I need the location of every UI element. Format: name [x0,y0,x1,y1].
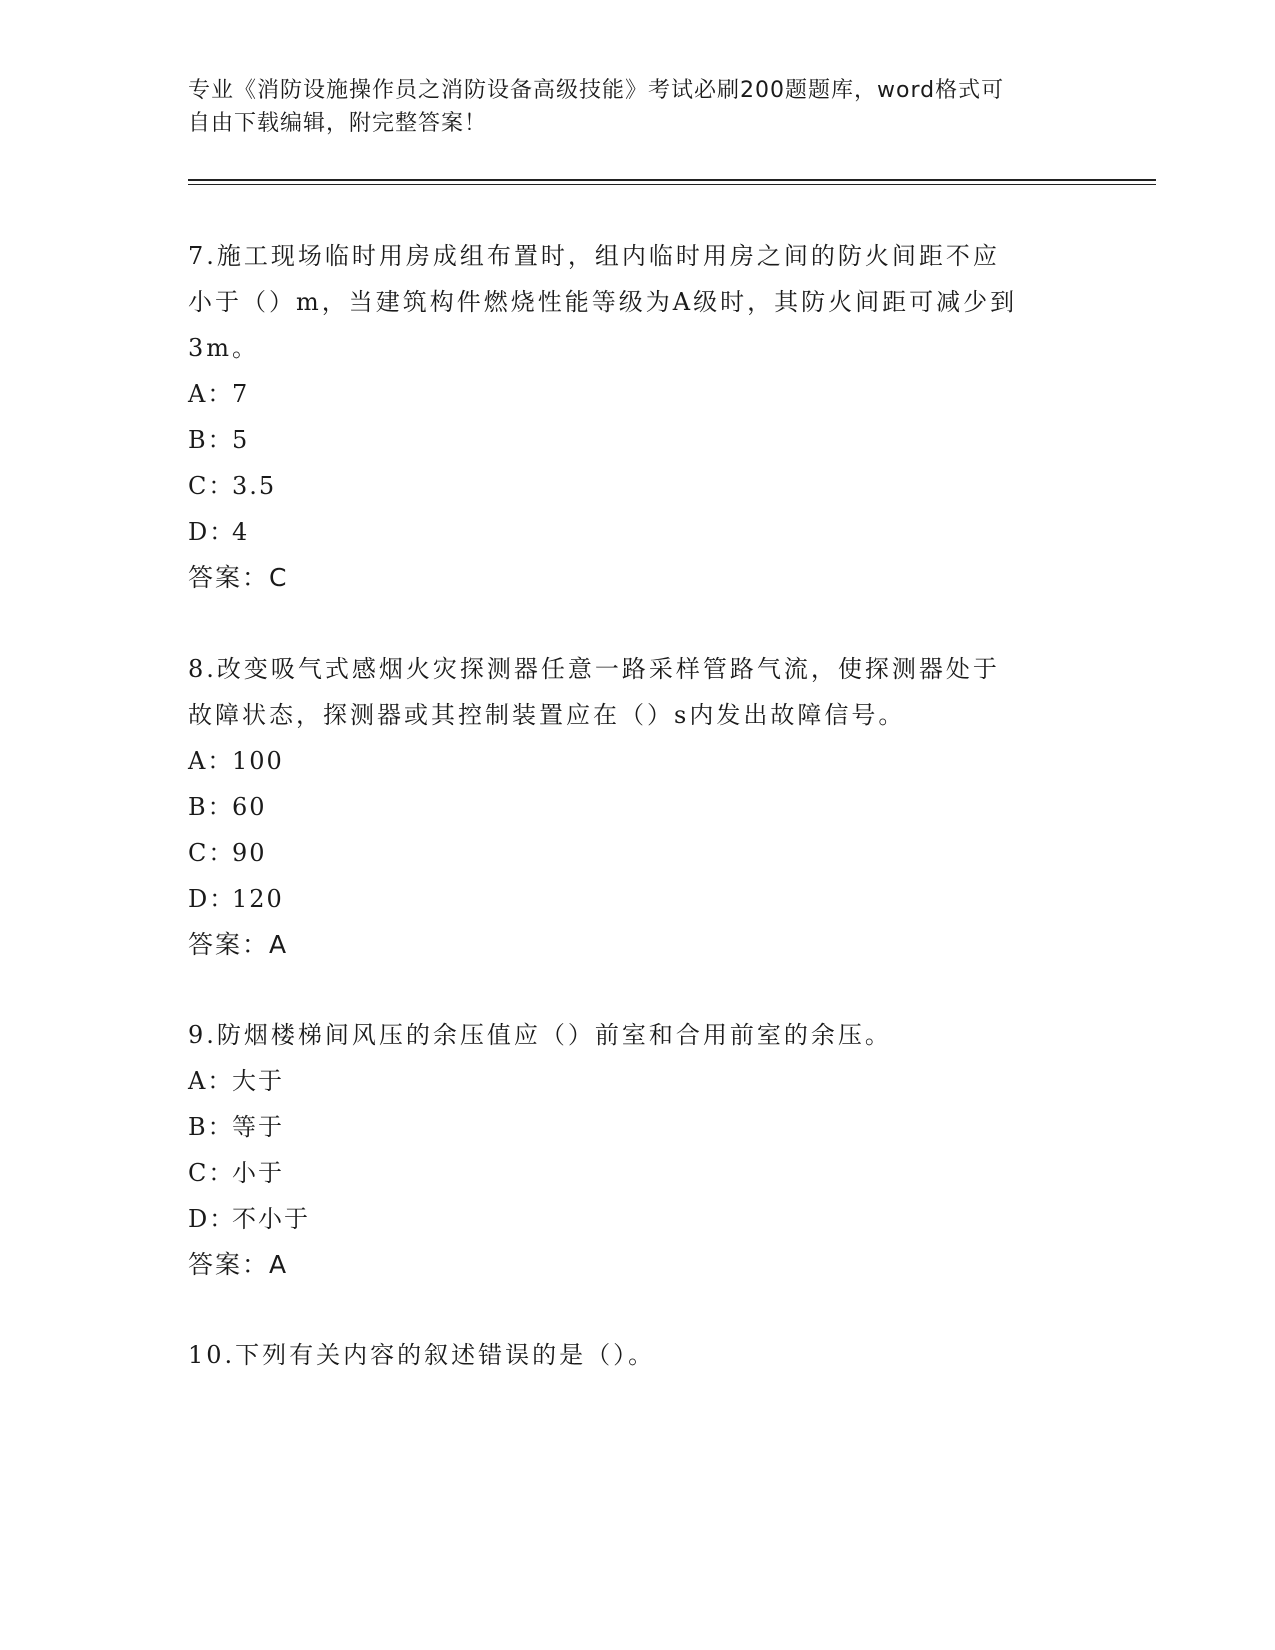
question-10 [188,1332,1088,1378]
option-d [188,509,1088,555]
option-key: A： [188,380,234,408]
option-c [188,463,1088,509]
question-text: 3m。 [188,334,260,362]
option-text: 7 [232,380,250,408]
option-a [188,738,1088,784]
option-text: 4 [232,518,250,546]
option-text: 大于 [232,1067,284,1095]
question-7 [188,233,1088,601]
answer-line: 答案：A [188,930,289,959]
option-text: 90 [232,839,267,867]
question-text: 小于（）m，当建筑构件燃烧性能等级为A级时，其防火间距可减少到 [188,288,1018,316]
option-a [188,1058,1088,1104]
question-9 [188,1012,1088,1288]
option-key: B： [188,426,234,454]
option-key: C： [188,839,235,867]
question-text: 9.防烟楼梯间风压的余压值应（）前室和合用前室的余压。 [188,1021,892,1049]
header-line: 专业《消防设施操作员之消防设备高级技能》考试必刷200题题库，word格式可 [188,78,1005,103]
option-text: 3.5 [232,472,277,500]
option-text: 60 [232,793,267,821]
option-c [188,830,1088,876]
header-divider [188,179,1156,181]
option-c [188,1150,1088,1196]
option-b [188,784,1088,830]
option-b [188,417,1088,463]
option-text: 120 [232,885,284,913]
question-8 [188,646,1088,968]
option-text: 100 [232,747,284,775]
option-key: B： [188,1113,234,1141]
option-key: B： [188,793,234,821]
header-divider [188,184,1156,185]
option-text: 等于 [232,1113,284,1141]
option-d [188,1196,1088,1242]
option-key: D： [188,518,236,546]
option-key: D： [188,1205,236,1233]
document-header [188,74,1068,140]
option-key: C： [188,1159,235,1187]
question-text: 8.改变吸气式感烟火灾探测器任意一路采样管路气流，使探测器处于 [188,655,1000,683]
answer-line: 答案：A [188,1250,289,1279]
question-text: 7.施工现场临时用房成组布置时，组内临时用房之间的防火间距不应 [188,242,1000,270]
option-key: A： [188,1067,234,1095]
header-line: 自由下载编辑，附完整答案！ [188,111,488,136]
question-text: 故障状态，探测器或其控制装置应在（）s内发出故障信号。 [188,701,906,729]
option-text: 小于 [232,1159,284,1187]
option-d [188,876,1088,922]
option-key: A： [188,747,234,775]
question-text: 10.下列有关内容的叙述错误的是（）。 [188,1341,656,1369]
answer-line: 答案：C [188,563,289,592]
option-key: D： [188,885,236,913]
option-b [188,1104,1088,1150]
option-text: 5 [232,426,250,454]
option-text: 不小于 [232,1205,310,1233]
option-a [188,371,1088,417]
option-key: C： [188,472,235,500]
